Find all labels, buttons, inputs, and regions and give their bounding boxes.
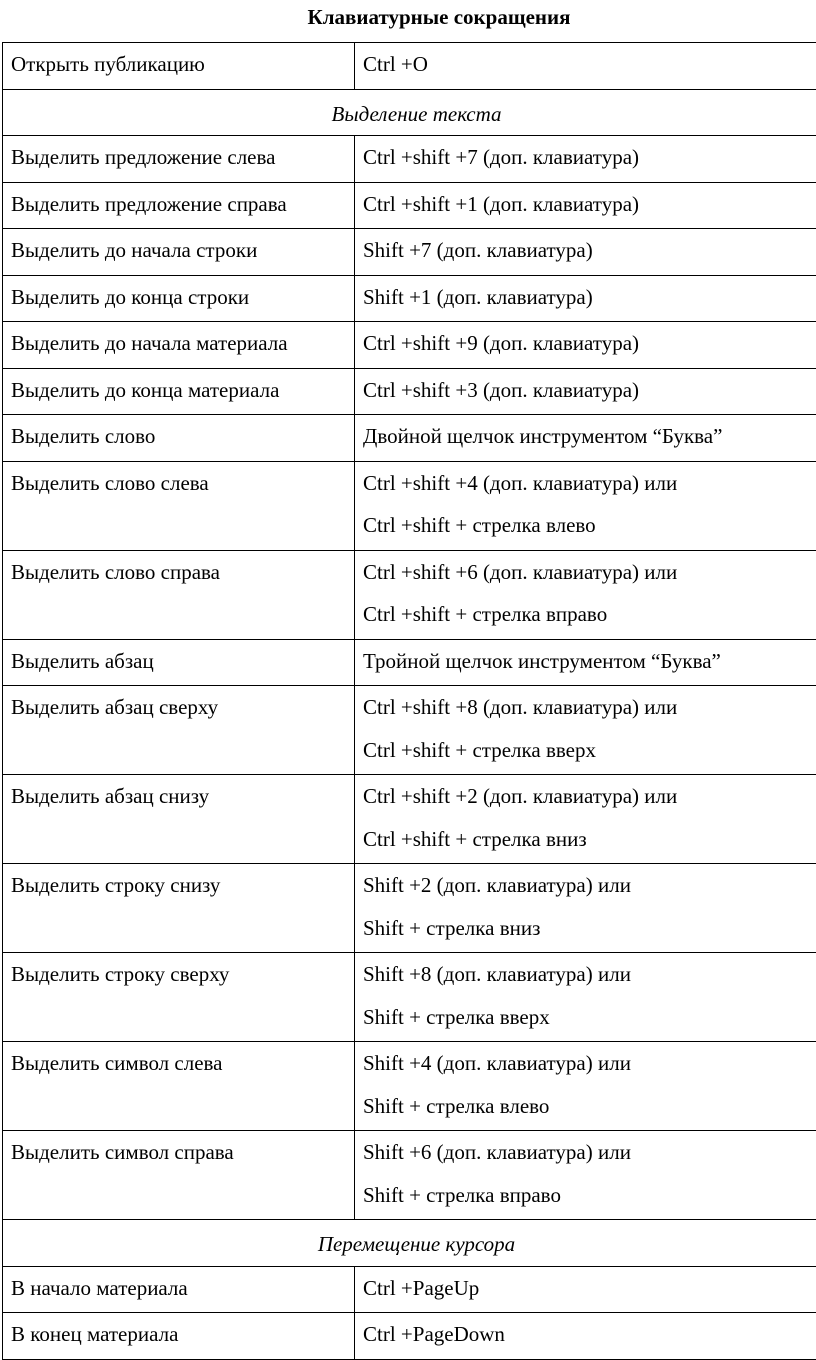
shortcut-cell <box>355 136 816 183</box>
action-label: Выделить слово справа <box>11 554 346 597</box>
shortcut-text: Shift + стрелка вверх <box>363 999 816 1042</box>
action-cell <box>3 550 355 639</box>
shortcut-text: Shift +6 (доп. клавиатура) или <box>363 1134 816 1177</box>
shortcut-text: Тройной щелчок инструментом “Буква” <box>363 643 816 686</box>
shortcut-text: Shift +1 (доп. клавиатура) <box>363 279 816 322</box>
shortcut-text: Ctrl +shift + стрелка вправо <box>363 596 816 639</box>
action-cell <box>3 43 355 90</box>
section-header: Выделение текста <box>3 89 816 136</box>
action-label: Выделить до конца материала <box>11 372 346 415</box>
section-header: Перемещение курсора <box>3 1220 816 1267</box>
action-label: Выделить слово слева <box>11 465 346 508</box>
action-label: Выделить абзац <box>11 643 346 686</box>
action-cell <box>3 864 355 953</box>
action-label: Выделить строку сверху <box>11 956 346 999</box>
shortcut-text: Ctrl +shift +9 (доп. клавиатура) <box>363 325 816 368</box>
shortcut-cell <box>355 550 816 639</box>
shortcut-cell <box>355 43 816 90</box>
shortcut-text: Двойной щелчок инструментом “Буква” <box>363 418 816 461</box>
shortcut-text: Shift +8 (доп. клавиатура) или <box>363 956 816 999</box>
shortcut-cell <box>355 182 816 229</box>
action-cell <box>3 953 355 1042</box>
action-cell <box>3 182 355 229</box>
action-label: Выделить абзац сверху <box>11 689 346 732</box>
table-row <box>3 639 816 686</box>
table-row <box>3 1042 816 1131</box>
table-row <box>3 1313 816 1360</box>
table-row <box>3 1131 816 1220</box>
action-label: Выделить символ справа <box>11 1134 346 1177</box>
shortcut-text: Shift +7 (доп. клавиатура) <box>363 232 816 275</box>
action-cell <box>3 368 355 415</box>
action-cell <box>3 1131 355 1220</box>
shortcut-text: Ctrl +shift + стрелка вниз <box>363 821 816 864</box>
action-label: Выделить символ слева <box>11 1045 346 1088</box>
shortcut-text: Ctrl +O <box>363 46 816 89</box>
action-cell <box>3 136 355 183</box>
shortcut-text: Ctrl +shift +6 (доп. клавиатура) или <box>363 554 816 597</box>
shortcut-cell <box>355 1042 816 1131</box>
action-cell <box>3 415 355 462</box>
table-row <box>3 953 816 1042</box>
action-label: В конец материала <box>11 1316 346 1359</box>
shortcut-text: Shift +2 (доп. клавиатура) или <box>363 867 816 910</box>
shortcut-text: Ctrl +shift +7 (доп. клавиатура) <box>363 139 816 182</box>
shortcut-text: Ctrl +shift + стрелка влево <box>363 507 816 550</box>
action-label: Выделить предложение справа <box>11 186 346 229</box>
shortcut-cell <box>355 1313 816 1360</box>
table-row <box>3 686 816 775</box>
shortcut-text: Ctrl +shift +2 (доп. клавиатура) или <box>363 778 816 821</box>
shortcuts-table-body <box>3 43 816 1360</box>
shortcut-text: Shift + стрелка вправо <box>363 1177 816 1220</box>
document-title: Клавиатурные сокращения <box>0 3 816 31</box>
action-label: Выделить до конца строки <box>11 279 346 322</box>
action-cell <box>3 639 355 686</box>
action-cell <box>3 1266 355 1313</box>
shortcut-text: Ctrl +shift +1 (доп. клавиатура) <box>363 186 816 229</box>
shortcuts-table <box>2 42 816 1360</box>
table-row <box>3 864 816 953</box>
action-label: Выделить до начала строки <box>11 232 346 275</box>
shortcut-cell <box>355 322 816 369</box>
action-label: Выделить предложение слева <box>11 139 346 182</box>
shortcut-cell <box>355 1131 816 1220</box>
shortcut-cell <box>355 953 816 1042</box>
table-row <box>3 136 816 183</box>
action-label: В начало материала <box>11 1270 346 1313</box>
action-cell <box>3 229 355 276</box>
table-row <box>3 182 816 229</box>
table-row <box>3 775 816 864</box>
table-row <box>3 43 816 90</box>
shortcut-cell <box>355 275 816 322</box>
action-cell <box>3 1042 355 1131</box>
action-cell <box>3 775 355 864</box>
shortcut-text: Ctrl +shift + стрелка вверх <box>363 732 816 775</box>
section-header-row <box>3 89 816 136</box>
shortcut-text: Shift + стрелка влево <box>363 1088 816 1131</box>
table-row <box>3 461 816 550</box>
action-label: Выделить до начала материала <box>11 325 346 368</box>
shortcut-text: Ctrl +shift +8 (доп. клавиатура) или <box>363 689 816 732</box>
table-row <box>3 322 816 369</box>
action-cell <box>3 1313 355 1360</box>
action-label: Выделить абзац снизу <box>11 778 346 821</box>
table-row <box>3 229 816 276</box>
action-label: Выделить слово <box>11 418 346 461</box>
table-row <box>3 550 816 639</box>
shortcut-cell <box>355 415 816 462</box>
shortcut-text: Shift +4 (доп. клавиатура) или <box>363 1045 816 1088</box>
table-row <box>3 1266 816 1313</box>
shortcut-cell <box>355 461 816 550</box>
action-cell <box>3 275 355 322</box>
action-cell <box>3 686 355 775</box>
shortcut-cell <box>355 368 816 415</box>
section-header-row <box>3 1220 816 1267</box>
shortcut-text: Ctrl +shift +4 (доп. клавиатура) или <box>363 465 816 508</box>
shortcut-cell <box>355 1266 816 1313</box>
action-cell <box>3 461 355 550</box>
shortcut-cell <box>355 775 816 864</box>
action-cell <box>3 322 355 369</box>
shortcut-cell <box>355 229 816 276</box>
shortcut-text: Ctrl +PageDown <box>363 1316 816 1359</box>
table-row <box>3 415 816 462</box>
shortcut-text: Shift + стрелка вниз <box>363 910 816 953</box>
action-label: Открыть публикацию <box>11 46 346 89</box>
shortcut-text: Ctrl +PageUp <box>363 1270 816 1313</box>
action-label: Выделить строку снизу <box>11 867 346 910</box>
table-row <box>3 368 816 415</box>
table-row <box>3 275 816 322</box>
shortcut-cell <box>355 686 816 775</box>
shortcut-cell <box>355 639 816 686</box>
shortcut-cell <box>355 864 816 953</box>
shortcut-text: Ctrl +shift +3 (доп. клавиатура) <box>363 372 816 415</box>
